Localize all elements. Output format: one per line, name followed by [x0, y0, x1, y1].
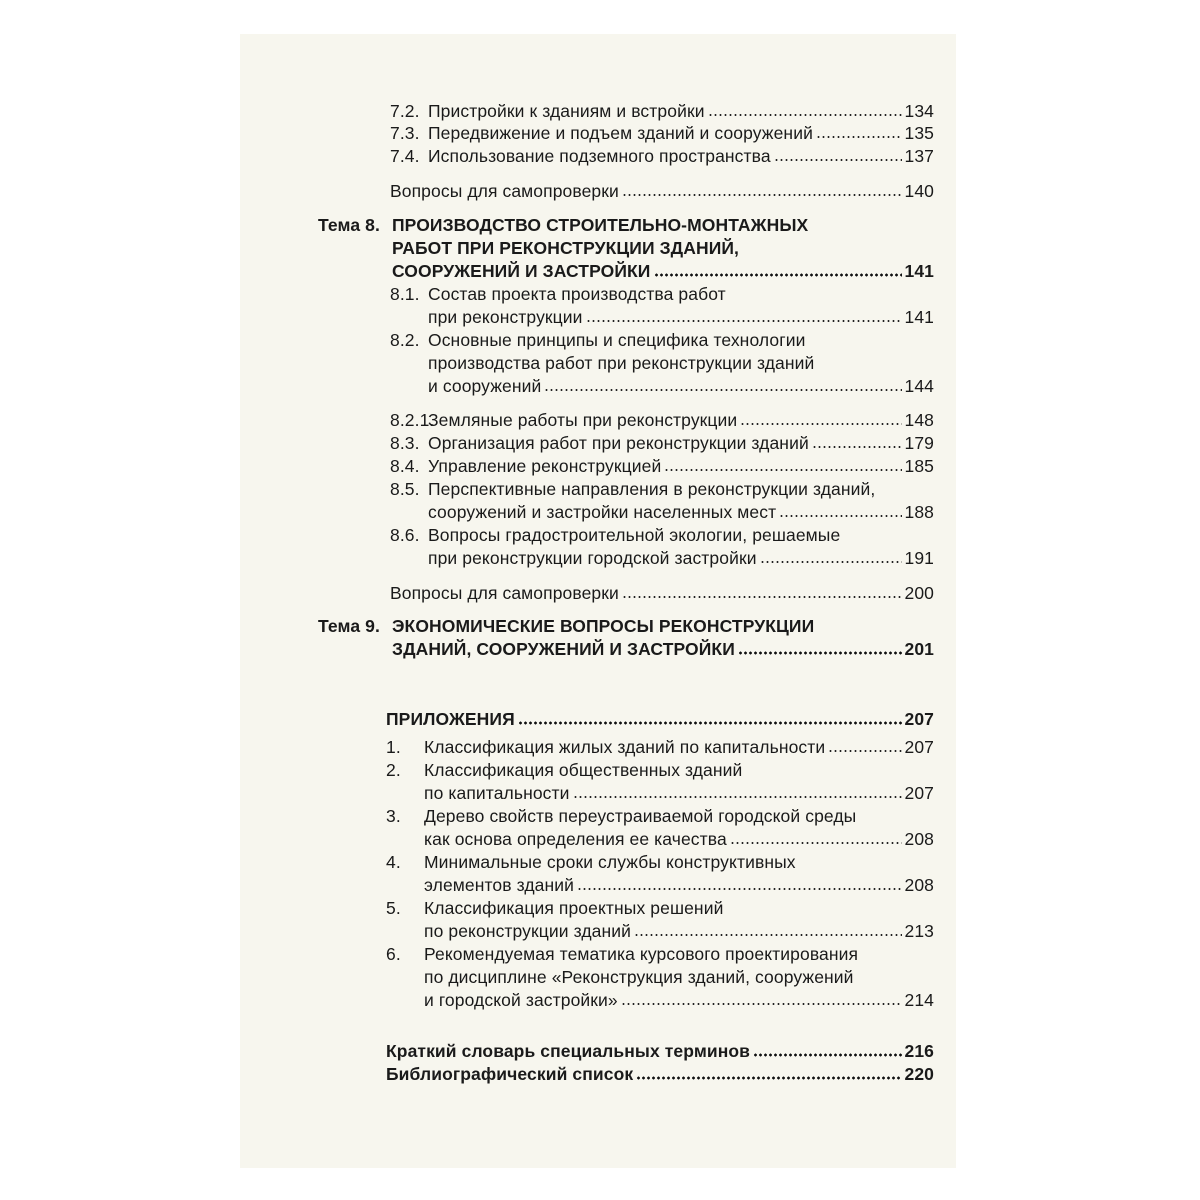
toc-line [0, 736, 934, 758]
leader-dots [573, 782, 902, 804]
toc-title: Вопросы для самопроверки [390, 583, 619, 603]
toc-title: при реконструкции [428, 307, 583, 327]
leader-dots [621, 989, 902, 1011]
toc-title: Передвижение и подъем зданий и сооружений [428, 123, 813, 143]
toc-line [0, 920, 934, 942]
toc-page-number: 201 [904, 639, 934, 659]
toc-line [0, 122, 934, 144]
toc-number: 1. [386, 737, 401, 757]
leader-dots [622, 582, 902, 604]
toc-line [0, 352, 934, 374]
leader-dots [577, 874, 901, 896]
toc-page-number: 141 [904, 261, 934, 281]
toc-line [0, 375, 934, 397]
toc-line [0, 214, 934, 236]
toc-title: Использование подземного пространства [428, 146, 771, 166]
toc-line [0, 805, 934, 827]
toc-page-number: 208 [904, 875, 934, 895]
toc-title: Краткий словарь специальных терминов [386, 1041, 751, 1061]
toc-page-number: 188 [904, 502, 934, 522]
toc-line [0, 615, 934, 637]
toc-title: Перспективные направления в реконструкции зданий, [428, 479, 876, 499]
toc-title: Минимальные сроки службы конструктивных [424, 852, 796, 872]
toc-line [0, 145, 934, 167]
toc-page-number: 207 [904, 709, 934, 729]
toc-number: 5. [386, 898, 401, 918]
toc-page-number: 213 [904, 921, 934, 941]
leader-dots [774, 145, 902, 167]
toc-line [0, 638, 934, 660]
toc-line [0, 897, 934, 919]
toc-title: Классификация жилых зданий по капитальности [424, 737, 826, 757]
toc-title: и сооружений [428, 376, 542, 396]
toc-page-number: 141 [904, 307, 934, 327]
toc-line [0, 582, 934, 604]
toc-page-number: 144 [904, 376, 934, 396]
toc-title: Дерево свойств переустраиваемой городской среды [424, 806, 857, 826]
leader-dots [708, 100, 902, 122]
toc-number: Тема 9. [318, 616, 380, 636]
toc-page-number: 148 [904, 410, 934, 430]
toc-line [0, 100, 934, 122]
toc-line [0, 283, 934, 305]
toc-page-number: 140 [904, 181, 934, 201]
toc-page-number: 214 [904, 990, 934, 1010]
toc-title: Управление реконструкцией [428, 456, 662, 476]
toc-line [0, 874, 934, 896]
toc-line [0, 409, 934, 431]
toc-title: СООРУЖЕНИЙ И ЗАСТРОЙКИ [392, 261, 651, 281]
toc-title: как основа определения ее качества [424, 829, 727, 849]
leader-dots [816, 122, 902, 144]
leader-dots [760, 547, 902, 569]
toc-title: Организация работ при реконструкции зданий [428, 433, 809, 453]
toc-line [0, 260, 934, 282]
leader-dots [586, 306, 902, 328]
leader-dots [828, 736, 901, 758]
toc-line [0, 759, 934, 781]
toc-page-number: 137 [904, 146, 934, 166]
toc-page-number: 220 [904, 1064, 934, 1084]
toc-line [0, 180, 934, 202]
toc-title: Библиографический список [386, 1064, 634, 1084]
toc-line [0, 237, 934, 259]
toc-page-number: 134 [904, 101, 934, 121]
leader-dots [636, 1063, 901, 1085]
toc-number: 8.6. [390, 525, 420, 545]
leader-dots [730, 828, 902, 850]
toc-number: 7.4. [390, 146, 420, 166]
toc-number: Тема 8. [318, 215, 380, 235]
toc-line [0, 708, 934, 730]
toc-title: ЭКОНОМИЧЕСКИЕ ВОПРОСЫ РЕКОНСТРУКЦИИ [392, 616, 815, 636]
toc-line [0, 306, 934, 328]
toc-number: 8.2.1. [390, 410, 435, 430]
toc-title: по дисциплине «Реконструкция зданий, сооружений [424, 967, 854, 987]
toc-number: 8.3. [390, 433, 420, 453]
leader-dots [779, 501, 901, 523]
toc-line [0, 547, 934, 569]
leader-dots [544, 375, 901, 397]
toc-number: 8.4. [390, 456, 420, 476]
toc-page-number: 207 [904, 783, 934, 803]
toc-number: 6. [386, 944, 401, 964]
toc-title: ПРОИЗВОДСТВО СТРОИТЕЛЬНО-МОНТАЖНЫХ [392, 215, 809, 235]
toc-title: Вопросы градостроительной экологии, решаемые [428, 525, 841, 545]
toc-page-number: 179 [904, 433, 934, 453]
toc-title: при реконструкции городской застройки [428, 548, 757, 568]
toc-title: Основные принципы и специфика технологии [428, 330, 806, 350]
toc-title: Классификация проектных решений [424, 898, 724, 918]
toc-line [0, 432, 934, 454]
toc-line [0, 851, 934, 873]
toc-title: сооружений и застройки населенных мест [428, 502, 777, 522]
toc-page-number: 200 [904, 583, 934, 603]
toc-title: элементов зданий [424, 875, 575, 895]
toc-line [0, 1063, 934, 1085]
toc-title: Рекомендуемая тематика курсового проектирования [424, 944, 859, 964]
toc-title: и городской застройки» [424, 990, 618, 1010]
toc-title: РАБОТ ПРИ РЕКОНСТРУКЦИИ ЗДАНИЙ, [392, 238, 740, 258]
toc-title: Пристройки к зданиям и встройки [428, 101, 705, 121]
toc-page-number: 185 [904, 456, 934, 476]
toc-line [0, 828, 934, 850]
toc-line [0, 1040, 934, 1062]
leader-dots [654, 260, 902, 282]
toc-line [0, 943, 934, 965]
toc-number: 7.2. [390, 101, 420, 121]
leader-dots [753, 1040, 901, 1062]
toc-title: Земляные работы при реконструкции [428, 410, 738, 430]
toc-number: 3. [386, 806, 401, 826]
toc-line [0, 478, 934, 500]
toc-line [0, 966, 934, 988]
toc-title: ПРИЛОЖЕНИЯ [386, 709, 515, 729]
leader-dots [664, 455, 901, 477]
leader-dots [634, 920, 901, 942]
toc-title: ЗДАНИЙ, СООРУЖЕНИЙ И ЗАСТРОЙКИ [392, 639, 735, 659]
toc-title: по реконструкции зданий [424, 921, 632, 941]
leader-dots [740, 409, 901, 431]
toc-page-number: 216 [904, 1041, 934, 1061]
toc-page-number: 208 [904, 829, 934, 849]
toc-page-number: 191 [904, 548, 934, 568]
toc-line [0, 524, 934, 546]
leader-dots [812, 432, 902, 454]
leader-dots [518, 708, 902, 730]
toc-line [0, 782, 934, 804]
toc-number: 2. [386, 760, 401, 780]
toc-number: 8.5. [390, 479, 420, 499]
toc-number: 8.2. [390, 330, 420, 350]
toc-line [0, 329, 934, 351]
toc-number: 8.1. [390, 284, 420, 304]
toc-line [0, 989, 934, 1011]
toc-number: 4. [386, 852, 401, 872]
toc-number: 7.3. [390, 123, 420, 143]
toc-title: по капитальности [424, 783, 570, 803]
toc-page-number: 207 [904, 737, 934, 757]
toc-page-number: 135 [904, 123, 934, 143]
leader-dots [622, 180, 902, 202]
toc-title: Классификация общественных зданий [424, 760, 743, 780]
toc-title: Состав проекта производства работ [428, 284, 726, 304]
toc-title: Вопросы для самопроверки [390, 181, 619, 201]
toc-line [0, 455, 934, 477]
leader-dots [738, 638, 902, 660]
toc-title: производства работ при реконструкции зданий [428, 353, 815, 373]
toc-line [0, 501, 934, 523]
